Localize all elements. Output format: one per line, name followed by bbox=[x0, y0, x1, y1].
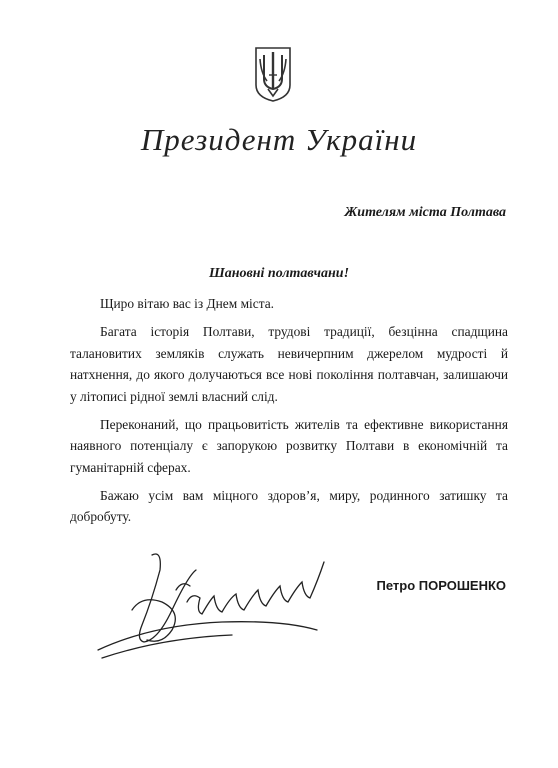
addressee-line: Жителям міста Полтава bbox=[344, 205, 506, 220]
paragraph-greeting: Щиро вітаю вас із Днем міста. bbox=[100, 296, 275, 311]
paragraph-wishes: Бажаю усім вам міцного здоров’я, миру, родинного затишку та добробуту. bbox=[70, 487, 508, 524]
paragraph-potential: Переконаний, що працьовитість жителів та ефективне використання наявного потенціалу є запорукою розвитку Полтави в економічній та гуманітарній сферах. bbox=[70, 416, 508, 475]
letterhead-title: Президент України bbox=[140, 122, 418, 157]
trident-icon bbox=[253, 45, 293, 103]
handwritten-signature bbox=[92, 540, 332, 670]
paragraph-history: Багата історія Полтави, трудові традиції, безцінна спадщина талановитих земляків служать невичерпним джерелом мудрості й натхнення, до якого долучаються все нові покоління полтавчан, залишаючи у літописі рідної землі власний слід. bbox=[70, 324, 508, 404]
signer-name: Петро ПОРОШЕНКО bbox=[376, 578, 506, 593]
letter-body bbox=[70, 293, 508, 534]
salutation: Шановні полтавчани! bbox=[208, 266, 350, 281]
